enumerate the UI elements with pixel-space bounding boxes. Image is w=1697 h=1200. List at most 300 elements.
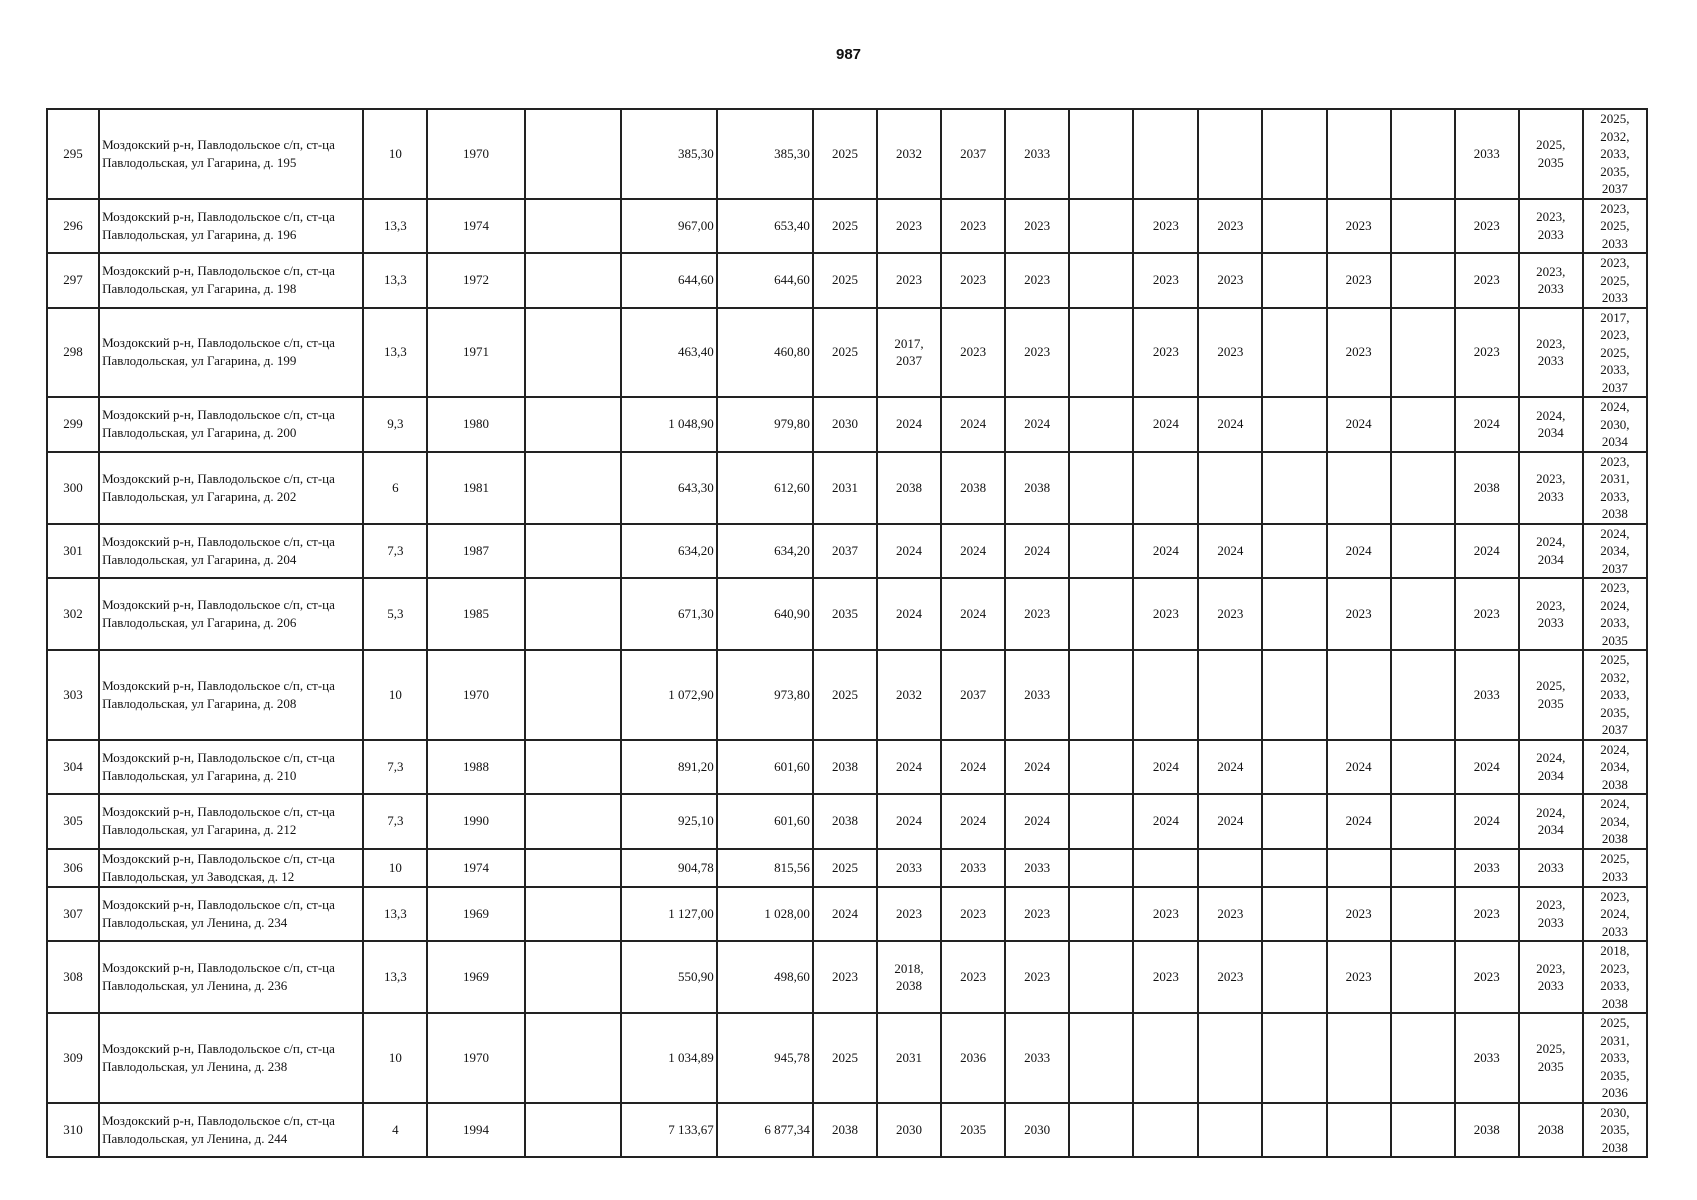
table-cell bbox=[1391, 308, 1455, 398]
table-cell bbox=[1069, 1013, 1133, 1103]
cell-line: 2035, bbox=[1600, 163, 1630, 179]
table-cell bbox=[1327, 109, 1391, 199]
table-cell bbox=[525, 887, 621, 942]
table-cell bbox=[1069, 849, 1133, 887]
table-cell bbox=[1583, 740, 1647, 795]
table-cell: 2023 bbox=[1198, 308, 1262, 398]
cell-line: 2031, bbox=[1600, 1032, 1630, 1048]
cell-line: 2025, bbox=[1600, 344, 1630, 360]
table-cell: 2023 bbox=[941, 308, 1005, 398]
table-cell: 2023 bbox=[1327, 887, 1391, 942]
cell-line: 2025, bbox=[1600, 652, 1630, 667]
table-cell: 2025 bbox=[813, 109, 877, 199]
table-cell: 2023 bbox=[1005, 578, 1069, 650]
area-cell: 463,40 bbox=[621, 308, 717, 398]
table-cell: 2023 bbox=[1455, 308, 1519, 398]
cell-line: 2023, bbox=[1600, 888, 1630, 904]
table-cell bbox=[1133, 849, 1198, 887]
table-cell: 2038 bbox=[813, 794, 877, 849]
area-cell: 601,60 bbox=[717, 794, 813, 849]
cell-line: 2037 bbox=[1601, 181, 1628, 196]
table-cell bbox=[1262, 524, 1326, 579]
table-cell bbox=[1583, 109, 1647, 199]
table-cell: 1994 bbox=[427, 1103, 524, 1158]
table-cell: 2024 bbox=[1455, 524, 1519, 579]
table-cell bbox=[525, 849, 621, 887]
table-cell: 2023 bbox=[941, 941, 1005, 1013]
table-cell: 2023 bbox=[1327, 308, 1391, 398]
table-cell: 2024 bbox=[1327, 794, 1391, 849]
table-cell: 2024 bbox=[1455, 794, 1519, 849]
table-cell bbox=[1519, 650, 1583, 740]
table-cell: 2023 bbox=[877, 253, 941, 308]
table-cell: 2024 bbox=[941, 397, 1005, 452]
cell-line: 2025, bbox=[1536, 137, 1566, 153]
cell-line: 2033 bbox=[1537, 914, 1564, 930]
table-cell bbox=[1391, 941, 1455, 1013]
table-cell: 13,3 bbox=[363, 887, 427, 942]
table-cell: 2036 bbox=[941, 1013, 1005, 1103]
table-cell: 2024 bbox=[1455, 397, 1519, 452]
table-cell: 2024 bbox=[1198, 794, 1262, 849]
cell-line: 2023, bbox=[1600, 580, 1630, 595]
table-cell bbox=[1583, 849, 1647, 887]
address-cell: Моздокский р-н, Павлодольское с/п, ст-ца Павлодольская, ул Гагарина, д. 212 bbox=[99, 794, 363, 849]
cell-line: 2037 bbox=[1601, 560, 1628, 576]
table-cell: 2024 bbox=[1327, 740, 1391, 795]
table-cell bbox=[1069, 452, 1133, 524]
table-cell: 2024 bbox=[1198, 740, 1262, 795]
area-cell: 498,60 bbox=[717, 941, 813, 1013]
row-number-cell: 298 bbox=[47, 308, 99, 398]
cell-line: 2034 bbox=[1537, 551, 1564, 567]
registry-body bbox=[47, 109, 1647, 1157]
table-cell bbox=[1519, 740, 1583, 795]
area-cell: 550,90 bbox=[621, 941, 717, 1013]
cell-line: 2024, bbox=[1536, 534, 1566, 550]
area-cell: 671,30 bbox=[621, 578, 717, 650]
cell-line: 2038 bbox=[1601, 831, 1628, 846]
table-cell bbox=[1262, 199, 1326, 254]
table-cell bbox=[1583, 253, 1647, 308]
cell-line: 2023, bbox=[1536, 263, 1566, 279]
cell-line: 2037 bbox=[1601, 722, 1628, 737]
table-cell bbox=[1391, 1103, 1455, 1158]
area-cell: 653,40 bbox=[717, 199, 813, 254]
table-cell: 2024 bbox=[877, 524, 941, 579]
table-cell: 9,3 bbox=[363, 397, 427, 452]
table-cell: 2023 bbox=[1455, 887, 1519, 942]
area-cell: 640,90 bbox=[717, 578, 813, 650]
table-cell bbox=[525, 199, 621, 254]
table-cell bbox=[1262, 253, 1326, 308]
table-cell: 2037 bbox=[941, 109, 1005, 199]
cell-line: 2023, bbox=[1536, 335, 1566, 351]
table-cell bbox=[1262, 650, 1326, 740]
cell-line: 2034, bbox=[1600, 813, 1630, 829]
table-cell bbox=[1391, 253, 1455, 308]
cell-line: 2033 bbox=[1601, 868, 1628, 884]
row-number-cell: 300 bbox=[47, 452, 99, 524]
table-cell bbox=[1069, 253, 1133, 308]
table-cell: 2023 bbox=[941, 199, 1005, 254]
table-cell: 2038 bbox=[1455, 452, 1519, 524]
area-cell: 1 048,90 bbox=[621, 397, 717, 452]
table-cell bbox=[1391, 109, 1455, 199]
table-cell: 2038 bbox=[813, 1103, 877, 1158]
table-cell: 2024 bbox=[1133, 524, 1198, 579]
table-cell: 2023 bbox=[1455, 253, 1519, 308]
table-cell: 13,3 bbox=[363, 199, 427, 254]
table-cell: 13,3 bbox=[363, 253, 427, 308]
table-cell: 2031 bbox=[877, 1013, 941, 1103]
cell-line: 2025, bbox=[1536, 678, 1566, 694]
table-cell bbox=[525, 1013, 621, 1103]
table-cell bbox=[1262, 1013, 1326, 1103]
table-cell bbox=[1262, 308, 1326, 398]
table-cell bbox=[1391, 578, 1455, 650]
table-cell: 2023 bbox=[1133, 308, 1198, 398]
table-cell bbox=[1262, 397, 1326, 452]
table-cell bbox=[1069, 794, 1133, 849]
area-cell: 7 133,67 bbox=[621, 1103, 717, 1158]
area-cell: 644,60 bbox=[621, 253, 717, 308]
table-cell: 7,3 bbox=[363, 740, 427, 795]
table-cell: 2038 bbox=[1455, 1103, 1519, 1158]
table-cell: 2024 bbox=[941, 740, 1005, 795]
row-number-cell: 306 bbox=[47, 849, 99, 887]
table-cell bbox=[1583, 1013, 1647, 1103]
address-cell: Моздокский р-н, Павлодольское с/п, ст-ца Павлодольская, ул Гагарина, д. 196 bbox=[99, 199, 363, 254]
row-number-cell: 302 bbox=[47, 578, 99, 650]
table-cell: 2023 bbox=[1327, 578, 1391, 650]
row-number-cell: 303 bbox=[47, 650, 99, 740]
cell-line: 2033, bbox=[1600, 1050, 1630, 1065]
table-cell: 1981 bbox=[427, 452, 524, 524]
table-cell: 2023 bbox=[1005, 941, 1069, 1013]
table-cell: 2038 bbox=[1005, 452, 1069, 524]
cell-line: 2033 bbox=[1537, 281, 1564, 297]
table-cell bbox=[1262, 1103, 1326, 1158]
table-row bbox=[47, 1013, 1647, 1103]
cell-line: 2025, bbox=[1536, 1041, 1566, 1057]
area-cell: 644,60 bbox=[717, 253, 813, 308]
table-cell: 1969 bbox=[427, 887, 524, 942]
cell-line: 2035, bbox=[1600, 1122, 1630, 1137]
cell-line: 2017, bbox=[894, 335, 924, 351]
table-cell bbox=[1583, 650, 1647, 740]
cell-line: 2023, bbox=[1536, 897, 1566, 913]
table-cell: 10 bbox=[363, 1013, 427, 1103]
table-cell bbox=[1262, 109, 1326, 199]
table-row bbox=[47, 650, 1647, 740]
row-number-cell: 296 bbox=[47, 199, 99, 254]
table-cell: 2035 bbox=[813, 578, 877, 650]
address-cell: Моздокский р-н, Павлодольское с/п, ст-ца Павлодольская, ул Ленина, д. 244 bbox=[99, 1103, 363, 1158]
row-number-cell: 310 bbox=[47, 1103, 99, 1158]
cell-line: 2023, bbox=[1536, 597, 1566, 613]
table-row bbox=[47, 199, 1647, 254]
table-cell: 4 bbox=[363, 1103, 427, 1158]
cell-line: 2036 bbox=[1601, 1085, 1628, 1100]
address-cell: Моздокский р-н, Павлодольское с/п, ст-ца Павлодольская, ул Гагарина, д. 198 bbox=[99, 253, 363, 308]
table-cell: 2033 bbox=[1455, 849, 1519, 887]
table-cell bbox=[1391, 887, 1455, 942]
address-cell: Моздокский р-н, Павлодольское с/п, ст-ца Павлодольская, ул Гагарина, д. 202 bbox=[99, 452, 363, 524]
table-cell: 2033 bbox=[1005, 650, 1069, 740]
cell-line: 2033 bbox=[1601, 923, 1628, 939]
area-cell: 460,80 bbox=[717, 308, 813, 398]
table-cell bbox=[1391, 524, 1455, 579]
cell-line: 2034 bbox=[1537, 767, 1564, 783]
table-cell: 2025 bbox=[813, 308, 877, 398]
table-cell bbox=[525, 941, 621, 1013]
table-cell: 2038 bbox=[813, 740, 877, 795]
table-cell: 2024 bbox=[1455, 740, 1519, 795]
table-cell: 5,3 bbox=[363, 578, 427, 650]
table-cell: 1990 bbox=[427, 794, 524, 849]
table-cell bbox=[1583, 887, 1647, 942]
table-cell bbox=[1069, 109, 1133, 199]
table-cell: 2025 bbox=[813, 199, 877, 254]
table-cell: 2023 bbox=[1133, 199, 1198, 254]
address-cell: Моздокский р-н, Павлодольское с/п, ст-ца Павлодольская, ул Гагарина, д. 206 bbox=[99, 578, 363, 650]
table-cell bbox=[1198, 109, 1262, 199]
row-number-cell: 305 bbox=[47, 794, 99, 849]
area-cell: 1 072,90 bbox=[621, 650, 717, 740]
table-cell: 6 bbox=[363, 452, 427, 524]
cell-line: 2034 bbox=[1537, 425, 1564, 441]
cell-line: 2033 bbox=[1537, 226, 1564, 242]
table-cell: 2024 bbox=[877, 794, 941, 849]
table-cell: 2024 bbox=[1005, 794, 1069, 849]
cell-line: 2023, bbox=[1600, 200, 1630, 216]
cell-line: 2017, bbox=[1600, 309, 1630, 325]
table-cell: 2023 bbox=[1198, 887, 1262, 942]
table-cell: 2023 bbox=[1133, 941, 1198, 1013]
table-row bbox=[47, 253, 1647, 308]
table-cell bbox=[525, 524, 621, 579]
table-cell bbox=[1391, 650, 1455, 740]
table-cell: 2030 bbox=[1005, 1103, 1069, 1158]
table-cell: 2023 bbox=[1198, 199, 1262, 254]
table-cell: 2033 bbox=[1455, 650, 1519, 740]
table-cell: 2033 bbox=[1519, 849, 1583, 887]
area-cell: 904,78 bbox=[621, 849, 717, 887]
table-cell: 2033 bbox=[941, 849, 1005, 887]
table-cell bbox=[1391, 1013, 1455, 1103]
table-cell bbox=[1391, 740, 1455, 795]
area-cell: 925,10 bbox=[621, 794, 717, 849]
table-cell: 2024 bbox=[941, 794, 1005, 849]
address-cell: Моздокский р-н, Павлодольское с/п, ст-ца Павлодольская, ул Гагарина, д. 200 bbox=[99, 397, 363, 452]
cell-line: 2033, bbox=[1600, 687, 1630, 702]
table-cell bbox=[1133, 452, 1198, 524]
table-cell bbox=[877, 941, 941, 1013]
table-cell: 2033 bbox=[877, 849, 941, 887]
table-cell: 2024 bbox=[941, 524, 1005, 579]
table-cell bbox=[1327, 650, 1391, 740]
table-cell: 2024 bbox=[1005, 524, 1069, 579]
table-cell: 2023 bbox=[1133, 578, 1198, 650]
cell-line: 2038 bbox=[896, 978, 923, 993]
table-cell bbox=[1583, 1103, 1647, 1158]
cell-line: 2023, bbox=[1600, 453, 1630, 469]
area-cell: 1 028,00 bbox=[717, 887, 813, 942]
cell-line: 2033 bbox=[1537, 353, 1564, 369]
table-cell bbox=[1391, 199, 1455, 254]
table-cell bbox=[1519, 253, 1583, 308]
table-cell bbox=[1519, 941, 1583, 1013]
table-cell bbox=[1519, 397, 1583, 452]
table-cell: 2024 bbox=[1198, 524, 1262, 579]
registry-table bbox=[46, 108, 1648, 1158]
table-cell: 2035 bbox=[941, 1103, 1005, 1158]
table-cell: 2023 bbox=[941, 253, 1005, 308]
cell-line: 2033, bbox=[1600, 146, 1630, 161]
cell-line: 2032, bbox=[1600, 669, 1630, 685]
table-cell: 2024 bbox=[1005, 740, 1069, 795]
table-cell bbox=[1069, 397, 1133, 452]
area-cell: 1 127,00 bbox=[621, 887, 717, 942]
table-cell: 2038 bbox=[877, 452, 941, 524]
table-cell bbox=[525, 740, 621, 795]
cell-line: 2024, bbox=[1600, 796, 1630, 811]
cell-line: 2025, bbox=[1600, 851, 1630, 866]
cell-line: 2024, bbox=[1536, 407, 1566, 423]
table-cell bbox=[1519, 1013, 1583, 1103]
cell-line: 2023, bbox=[1600, 255, 1630, 270]
address-cell: Моздокский р-н, Павлодольское с/п, ст-ца Павлодольская, ул Ленина, д. 236 bbox=[99, 941, 363, 1013]
cell-line: 2033 bbox=[1601, 290, 1628, 305]
table-cell bbox=[1069, 308, 1133, 398]
cell-line: 2024, bbox=[1600, 906, 1630, 921]
table-cell: 1969 bbox=[427, 941, 524, 1013]
area-cell: 967,00 bbox=[621, 199, 717, 254]
table-row bbox=[47, 887, 1647, 942]
table-cell bbox=[1519, 524, 1583, 579]
table-cell bbox=[1327, 452, 1391, 524]
area-cell: 612,60 bbox=[717, 452, 813, 524]
table-cell: 2023 bbox=[877, 887, 941, 942]
table-cell: 1972 bbox=[427, 253, 524, 308]
cell-line: 2034 bbox=[1601, 434, 1628, 449]
table-cell bbox=[1198, 650, 1262, 740]
table-cell: 2030 bbox=[877, 1103, 941, 1158]
table-cell: 2024 bbox=[1133, 397, 1198, 452]
area-cell: 945,78 bbox=[717, 1013, 813, 1103]
area-cell: 643,30 bbox=[621, 452, 717, 524]
table-cell bbox=[1262, 887, 1326, 942]
table-cell: 13,3 bbox=[363, 308, 427, 398]
table-cell bbox=[1133, 1103, 1198, 1158]
table-cell: 2033 bbox=[1005, 849, 1069, 887]
area-cell: 891,20 bbox=[621, 740, 717, 795]
table-cell bbox=[1069, 199, 1133, 254]
table-row bbox=[47, 397, 1647, 452]
cell-line: 2038 bbox=[1601, 776, 1628, 792]
table-cell bbox=[1262, 452, 1326, 524]
address-cell: Моздокский р-н, Павлодольское с/п, ст-ца Павлодольская, ул Гагарина, д. 204 bbox=[99, 524, 363, 579]
table-cell bbox=[1069, 941, 1133, 1013]
area-cell: 815,56 bbox=[717, 849, 813, 887]
cell-line: 2024, bbox=[1600, 741, 1630, 757]
table-cell: 2023 bbox=[1005, 199, 1069, 254]
area-cell: 634,20 bbox=[621, 524, 717, 579]
table-cell: 7,3 bbox=[363, 794, 427, 849]
table-cell bbox=[525, 650, 621, 740]
table-cell: 2033 bbox=[1455, 109, 1519, 199]
cell-line: 2033, bbox=[1600, 978, 1630, 993]
cell-line: 2038 bbox=[1601, 995, 1628, 1011]
table-cell bbox=[1583, 794, 1647, 849]
table-cell bbox=[525, 1103, 621, 1158]
table-cell bbox=[1262, 794, 1326, 849]
address-cell: Моздокский р-н, Павлодольское с/п, ст-ца Павлодольская, ул Ленина, д. 234 bbox=[99, 887, 363, 942]
table-cell bbox=[1133, 109, 1198, 199]
table-cell: 1988 bbox=[427, 740, 524, 795]
table-cell: 2023 bbox=[1327, 253, 1391, 308]
table-cell bbox=[1069, 887, 1133, 942]
cell-line: 2038 bbox=[1601, 506, 1628, 521]
table-cell bbox=[1069, 578, 1133, 650]
area-cell: 385,30 bbox=[717, 109, 813, 199]
table-cell: 2023 bbox=[1455, 941, 1519, 1013]
cell-line: 2023, bbox=[1536, 960, 1566, 976]
table-cell: 2032 bbox=[877, 109, 941, 199]
table-cell bbox=[1519, 109, 1583, 199]
cell-line: 2024, bbox=[1600, 399, 1630, 414]
table-cell: 1971 bbox=[427, 308, 524, 398]
table-cell: 2024 bbox=[1198, 397, 1262, 452]
cell-line: 2037 bbox=[896, 353, 923, 369]
table-cell: 1970 bbox=[427, 109, 524, 199]
cell-line: 2024, bbox=[1600, 525, 1630, 541]
cell-line: 2037 bbox=[1601, 379, 1628, 395]
table-cell: 2023 bbox=[1198, 253, 1262, 308]
table-cell: 2023 bbox=[1133, 253, 1198, 308]
row-number-cell: 309 bbox=[47, 1013, 99, 1103]
table-row bbox=[47, 109, 1647, 199]
table-cell: 2024 bbox=[941, 578, 1005, 650]
table-cell: 2023 bbox=[1327, 199, 1391, 254]
table-cell bbox=[1391, 452, 1455, 524]
table-cell bbox=[1583, 199, 1647, 254]
table-cell bbox=[1583, 524, 1647, 579]
cell-line: 2031, bbox=[1600, 471, 1630, 486]
table-cell bbox=[1327, 1103, 1391, 1158]
area-cell: 601,60 bbox=[717, 740, 813, 795]
table-cell: 2024 bbox=[1327, 524, 1391, 579]
table-row bbox=[47, 578, 1647, 650]
table-row bbox=[47, 524, 1647, 579]
table-cell: 2023 bbox=[941, 887, 1005, 942]
table-cell bbox=[1262, 578, 1326, 650]
table-cell: 2024 bbox=[813, 887, 877, 942]
table-cell: 1974 bbox=[427, 199, 524, 254]
table-cell: 2033 bbox=[1005, 109, 1069, 199]
cell-line: 2024, bbox=[1536, 750, 1566, 766]
table-cell bbox=[877, 308, 941, 398]
table-cell bbox=[1519, 887, 1583, 942]
table-cell bbox=[1327, 849, 1391, 887]
table-cell: 1985 bbox=[427, 578, 524, 650]
cell-line: 2033 bbox=[1601, 235, 1628, 251]
table-cell bbox=[1391, 849, 1455, 887]
table-cell bbox=[1391, 397, 1455, 452]
table-cell bbox=[1198, 849, 1262, 887]
table-cell: 2033 bbox=[1005, 1013, 1069, 1103]
